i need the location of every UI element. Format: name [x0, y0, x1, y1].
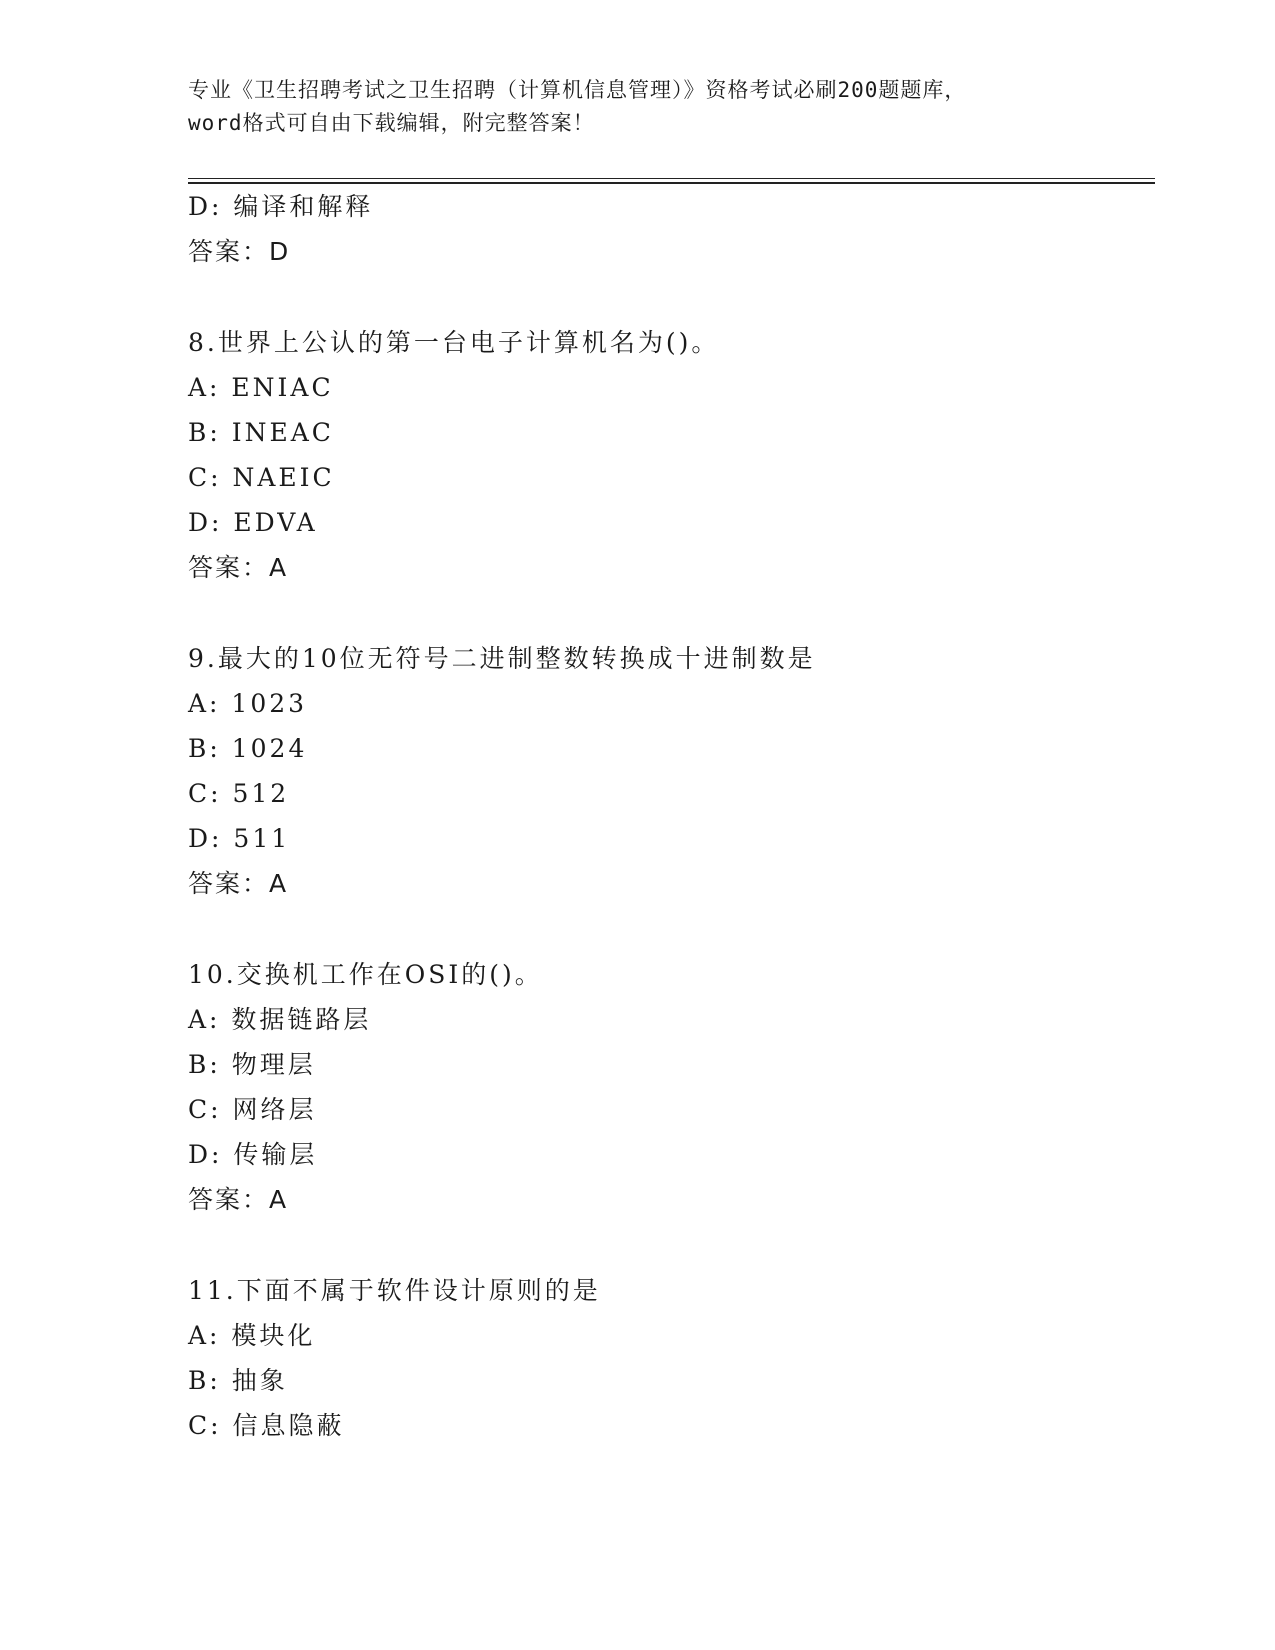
- question-8-answer: 答案：A: [188, 553, 289, 582]
- question-9-option-d: D: 511: [188, 824, 291, 853]
- question-8-option-c: C: NAEIC: [188, 463, 335, 492]
- header-title-line-1: 专业《卫生招聘考试之卫生招聘（计算机信息管理）》资格考试必刷200题题库，: [188, 78, 967, 102]
- question-10-option-d: D: 传输层: [188, 1140, 318, 1169]
- prev-question-answer: 答案：D: [188, 237, 291, 266]
- question-10-stem: 10.交换机工作在OSI的()。: [188, 960, 543, 989]
- header-divider-thin: [188, 178, 1155, 179]
- question-9-stem: 9.最大的10位无符号二进制整数转换成十进制数是: [188, 644, 816, 673]
- question-11-option-c: C: 信息隐蔽: [188, 1411, 345, 1440]
- question-9-option-c: C: 512: [188, 779, 290, 808]
- question-11-stem: 11.下面不属于软件设计原则的是: [188, 1276, 601, 1305]
- question-8-option-d: D: EDVA: [188, 508, 318, 537]
- question-9-option-b: B: 1024: [188, 734, 308, 763]
- question-8-option-b: B: INEAC: [188, 418, 334, 447]
- prev-question-option-d: D: 编译和解释: [188, 192, 374, 221]
- question-10-option-b: B: 物理层: [188, 1050, 316, 1079]
- header-divider-thick: [188, 182, 1155, 184]
- question-11-option-b: B: 抽象: [188, 1366, 288, 1395]
- question-9-answer: 答案：A: [188, 869, 289, 898]
- question-8-option-a: A: ENIAC: [188, 373, 334, 402]
- question-10-option-c: C: 网络层: [188, 1095, 317, 1124]
- question-8-stem: 8.世界上公认的第一台电子计算机名为()。: [188, 328, 720, 357]
- question-10-option-a: A: 数据链路层: [188, 1005, 372, 1034]
- question-10-answer: 答案：A: [188, 1185, 289, 1214]
- question-11-option-a: A: 模块化: [188, 1321, 316, 1350]
- document-header: [188, 74, 1088, 140]
- header-title-line-2: word格式可自由下载编辑，附完整答案！: [188, 111, 595, 135]
- question-9-option-a: A: 1023: [188, 689, 308, 718]
